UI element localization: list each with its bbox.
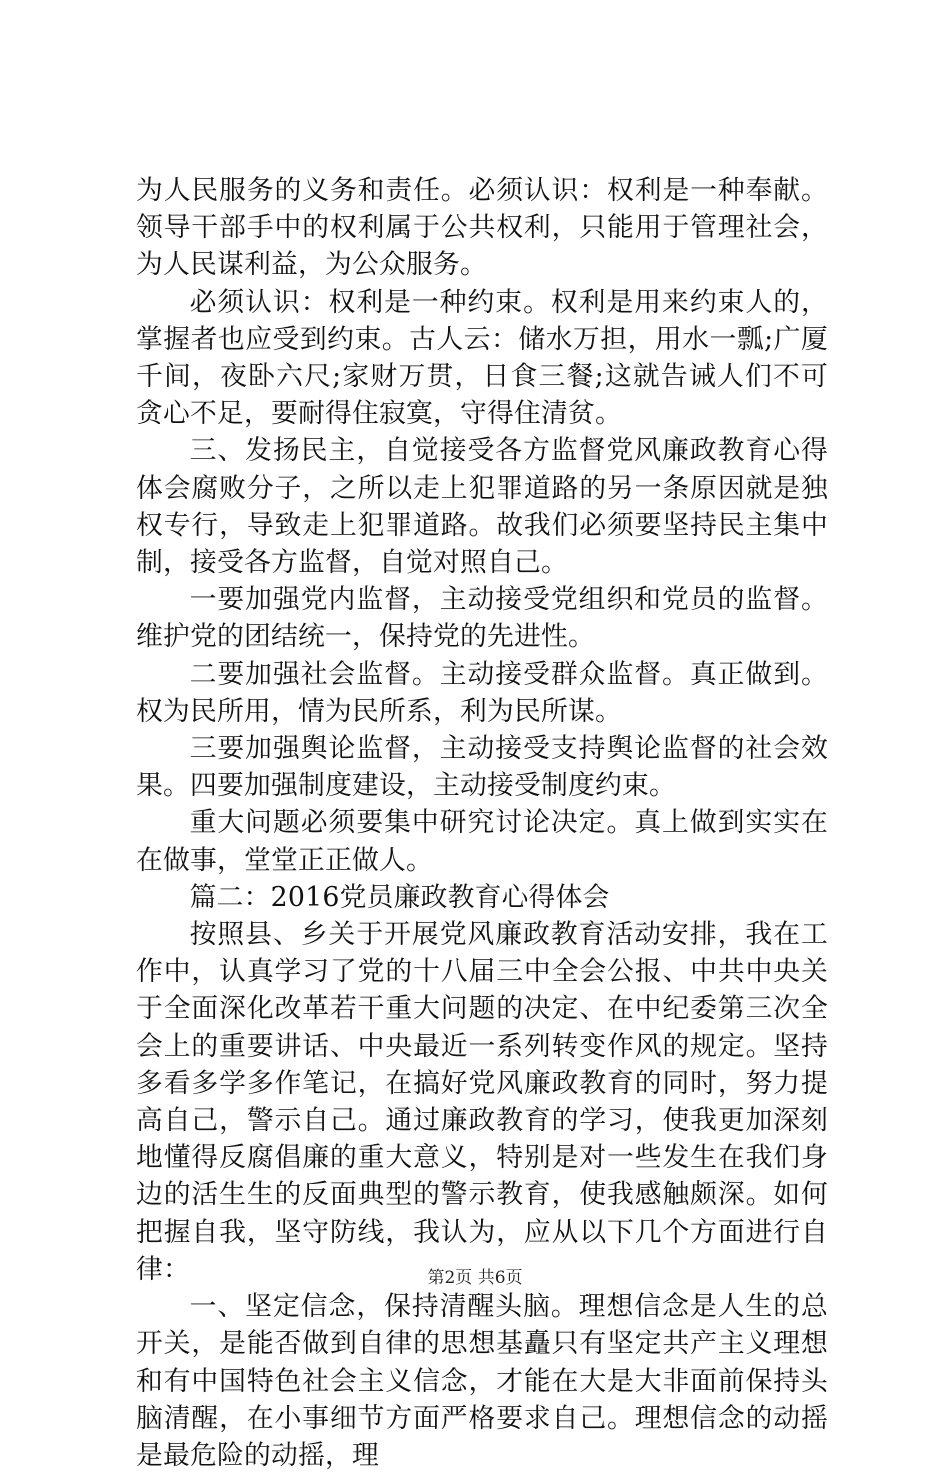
paragraph: 一、坚定信念，保持清醒头脑。理想信念是人生的总开关，是能否做到自律的思想基矗只有坚定共产主义理想和有中国特色社会主义信念，才能在大是大非面前保持头脑清醒，在小事细节方面严格要求自己。理想信念的动摇是最危险的动摇，理 bbox=[136, 1291, 828, 1471]
paragraph: 二要加强社会监督。主动接受群众监督。真正做到。权为民所用，情为民所系，利为民所谋。 bbox=[136, 658, 828, 727]
paragraph: 重大问题必须要集中研究讨论决定。真上做到实实在在做事，堂堂正正做人。 bbox=[136, 807, 828, 876]
paragraph: 一要加强党内监督，主动接受党组织和党员的监督。维护党的团结统一，保持党的先进性。 bbox=[136, 584, 828, 653]
paragraph: 按照县、乡关于开展党风廉政教育活动安排，我在工作中，认真学习了党的十八届三中全会公报、中共中央关于全面深化改革若干重大问题的决定、在中纪委第三次全会上的重要讲话、中央最近一系列转变作风的规定。坚持多看多学多作笔记，在搞好党风廉政教育的同时，努力提高自己，警示自己。通过廉政教育的学习，使我更加深刻地懂得反腐倡廉的重大意义，特别是对一些发生在我们身边的活生生的反面典型的警示教育，使我感触颇深。如何把握自我，坚守防线，我认为，应从以下几个方面进行自律： bbox=[136, 919, 828, 1285]
section-heading: 篇二：2016党员廉政教育心得体会 bbox=[189, 881, 610, 913]
paragraph: 三要加强舆论监督，主动接受支持舆论监督的社会效果。四要加强制度建设，主动接受制度约束。 bbox=[136, 733, 828, 802]
paragraph: 三、发扬民主，自觉接受各方监督党风廉政教育心得体会腐败分子，之所以走上犯罪道路的另一条原因就是独权专行，导致走上犯罪道路。故我们必须要坚持民主集中制，接受各方监督，自觉对照自己。 bbox=[136, 435, 828, 579]
paragraph: 为人民服务的义务和责任。必须认识：权利是一种奉献。领导干部手中的权利属于公共权利，只能用于管理社会，为人民谋利益，为公众服务。 bbox=[136, 175, 828, 281]
page-number-footer: 第2页 共6页 bbox=[427, 1268, 523, 1288]
paragraph: 必须认识：权利是一种约束。权利是用来约束人的，掌握者也应受到约束。古人云：储水万担，用水一瓢;广厦千间，夜卧六尺;家财万贯，日食三餐;这就告诫人们不可贪心不足，要耐得住寂寞，守得住清贫。 bbox=[136, 286, 828, 430]
